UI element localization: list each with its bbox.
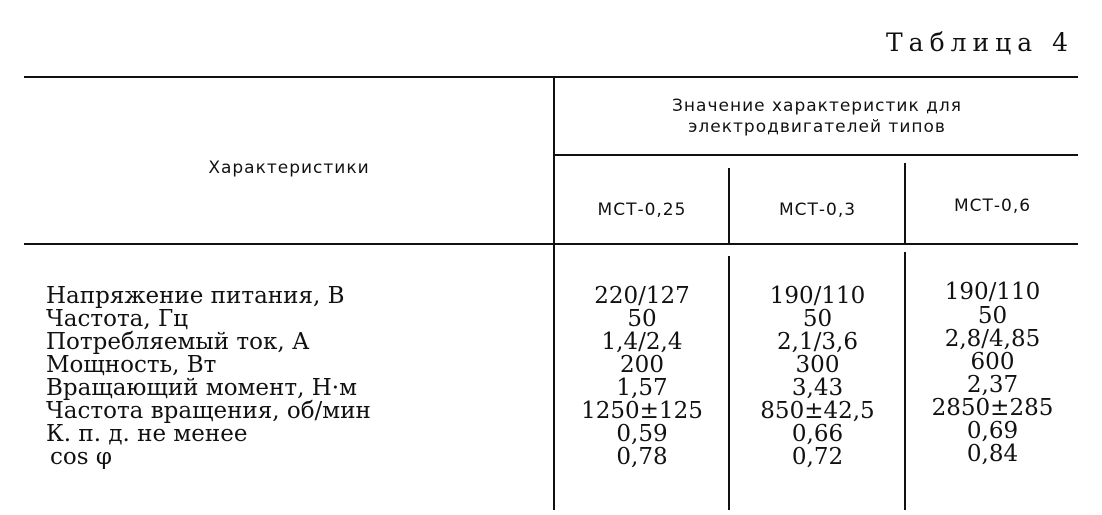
row-label: Напряжение питания, В: [46, 283, 345, 309]
model-header-2: МСТ-0,3: [778, 200, 857, 220]
group-header: Значение характеристик для электродвигателей типов: [672, 96, 962, 137]
row-value-mst025: 1,4/2,4: [601, 329, 683, 355]
row-value-mst025: 0,78: [616, 444, 668, 470]
row-value-mst03: 50: [802, 306, 833, 332]
table-caption: Таблица 4: [885, 28, 1074, 57]
model-header-1: МСТ-0,25: [597, 200, 687, 220]
row-label: cos φ: [50, 444, 112, 470]
row-value-mst025: 200: [620, 352, 664, 378]
row-value-mst03: 0,72: [791, 444, 844, 470]
row-value-mst025: 0,59: [616, 421, 668, 447]
row-value-mst025: 220/127: [594, 283, 690, 309]
table-row: [0, 441, 1102, 470]
row-value-mst025: 1,57: [616, 375, 668, 401]
row-label: Вращающий момент, Н·м: [46, 375, 357, 401]
row-value-mst03: 2,1/3,6: [777, 329, 858, 355]
row-value-mst06: 2850±285: [931, 395, 1054, 421]
header-bottom-rule: [24, 243, 1078, 245]
row-value-mst03: 3,43: [791, 375, 844, 401]
row-value-mst03: 0,66: [791, 421, 844, 447]
row-value-mst06: 2,8/4,85: [944, 326, 1041, 352]
row-label: Потребляемый ток, А: [46, 329, 310, 355]
row-value-mst03: 300: [795, 352, 840, 378]
col-divider-3: [904, 163, 906, 243]
group-rule: [555, 154, 1078, 156]
row-value-mst025: 50: [627, 306, 657, 332]
row-label: Мощность, Вт: [46, 352, 217, 378]
model-header-3: МСТ-0,6: [953, 196, 1032, 216]
characteristics-header: Характеристики: [208, 158, 370, 178]
row-value-mst025: 1250±125: [581, 398, 703, 424]
row-value-mst06: 0,69: [966, 418, 1019, 444]
row-value-mst06: 190/110: [944, 279, 1041, 305]
row-value-mst06: 0,84: [966, 441, 1019, 467]
row-label: К. п. д. не менее: [46, 421, 248, 447]
top-rule: [24, 76, 1078, 78]
row-value-mst03: 190/110: [769, 283, 866, 309]
row-value-mst03: 850±42,5: [760, 398, 875, 424]
row-value-mst06: 600: [970, 349, 1015, 375]
row-label: Частота, Гц: [46, 306, 189, 332]
table-body: [0, 279, 1102, 515]
row-label: Частота вращения, об/мин: [46, 398, 371, 424]
row-value-mst06: 50: [977, 303, 1008, 329]
row-value-mst06: 2,37: [966, 372, 1019, 398]
col-divider-2: [728, 168, 730, 243]
